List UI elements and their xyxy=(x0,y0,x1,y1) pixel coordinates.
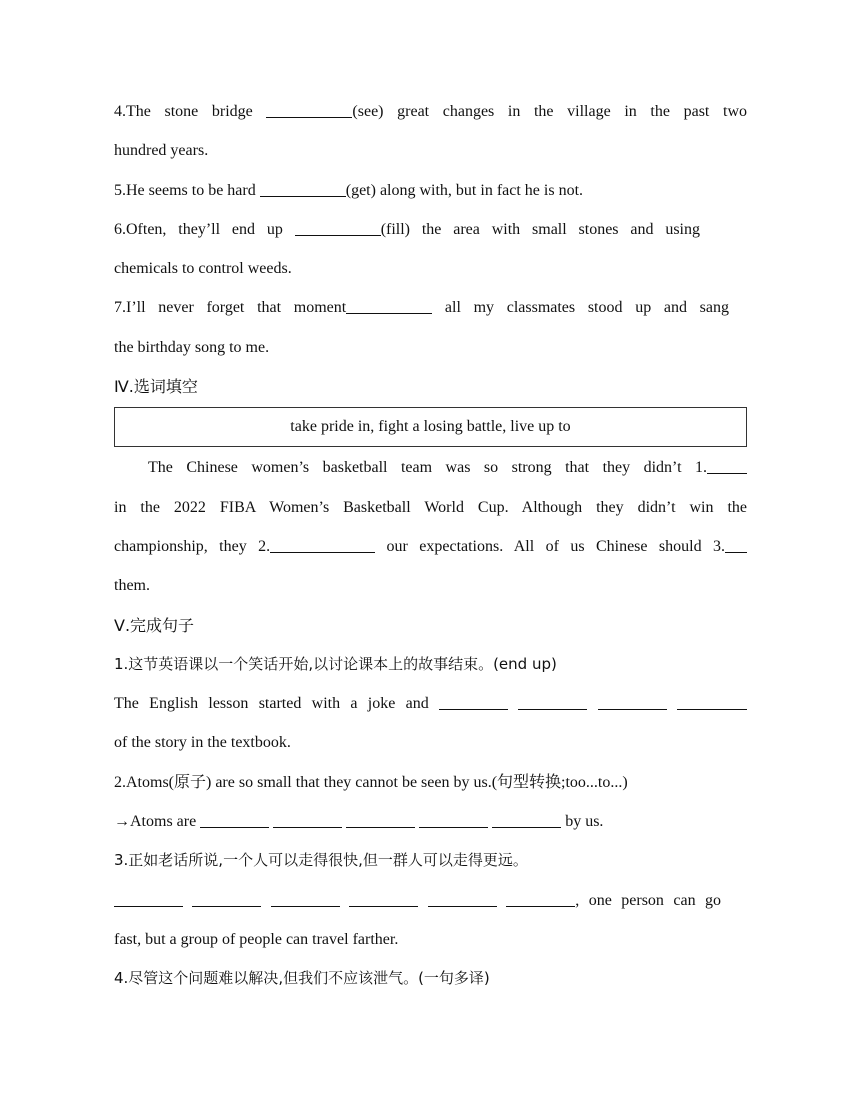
question-v3-english: , one person can go xyxy=(114,881,721,920)
question-7-cont: the birthday song to me. xyxy=(114,338,270,356)
section-v-heading: Ⅴ.完成句子 xyxy=(114,615,195,635)
answer-blank[interactable] xyxy=(271,891,340,907)
worksheet-page xyxy=(114,92,747,999)
word-bank-box: take pride in, fight a losing battle, live up to xyxy=(114,407,747,447)
answer-blank[interactable] xyxy=(295,220,381,236)
answer-blank[interactable] xyxy=(266,102,352,118)
question-v2-english: →Atoms are by us. xyxy=(114,813,604,831)
question-v1-cont: of the story in the textbook. xyxy=(114,734,291,752)
question-v1-english: The English lesson started with a joke and xyxy=(114,684,747,723)
question-v3-chinese: 3.正如老话所说,一个人可以走得很快,但一群人可以走得更远。 xyxy=(114,851,528,870)
section-iv-heading: Ⅳ.选词填空 xyxy=(114,377,198,397)
question-6: 6.Often, they’ll end up (fill) the area with small stones and using xyxy=(114,220,700,238)
question-6-cont: chemicals to control weeds. xyxy=(114,260,292,278)
answer-blank[interactable] xyxy=(192,891,261,907)
question-5: 5.He seems to be hard (get) along with, but in fact he is not. xyxy=(114,181,584,199)
answer-blank[interactable] xyxy=(200,812,269,828)
passage-line-4: them. xyxy=(114,577,150,595)
answer-blank[interactable] xyxy=(349,891,418,907)
answer-blank[interactable] xyxy=(677,694,747,710)
question-7: 7.I’ll never forget that moment all my classmates stood up and sang xyxy=(114,299,730,317)
question-4: 4.The stone bridge (see) great changes in the village in the past two xyxy=(114,103,747,120)
question-v3-cont: fast, but a group of people can travel farther. xyxy=(114,930,399,948)
answer-blank[interactable] xyxy=(346,812,415,828)
question-v2-prompt: 2.Atoms(原子) are so small that they cannot be seen by us.(句型转换;too...to...) xyxy=(114,773,628,791)
answer-blank[interactable] xyxy=(492,812,561,828)
answer-blank[interactable] xyxy=(518,694,587,710)
passage-line-3: championship, they 2. our expectations. All of us Chinese should 3. xyxy=(114,527,747,566)
question-4-cont: hundred years. xyxy=(114,142,209,160)
answer-blank[interactable] xyxy=(707,458,747,474)
answer-blank[interactable] xyxy=(114,891,183,907)
answer-blank[interactable] xyxy=(428,891,497,907)
answer-blank[interactable] xyxy=(506,891,575,907)
answer-blank[interactable] xyxy=(273,812,342,828)
answer-blank[interactable] xyxy=(598,694,667,710)
answer-blank[interactable] xyxy=(270,537,375,553)
answer-blank[interactable] xyxy=(346,298,432,314)
answer-blank[interactable] xyxy=(419,812,488,828)
answer-blank[interactable] xyxy=(439,694,508,710)
passage-line-2: in the 2022 FIBA Women’s Basketball World Cup. Although they didn’t win the xyxy=(114,498,747,516)
question-v1-chinese: 1.这节英语课以一个笑话开始,以讨论课本上的故事结束。(end up) xyxy=(114,654,557,673)
question-v4-chinese: 4.尽管这个问题难以解决,但我们不应该泄气。(一句多译) xyxy=(114,969,490,988)
answer-blank[interactable] xyxy=(260,181,346,197)
answer-blank[interactable] xyxy=(725,537,747,553)
passage-line-1: The Chinese women’s basketball team was so strong that they didn’t 1. xyxy=(114,448,747,487)
